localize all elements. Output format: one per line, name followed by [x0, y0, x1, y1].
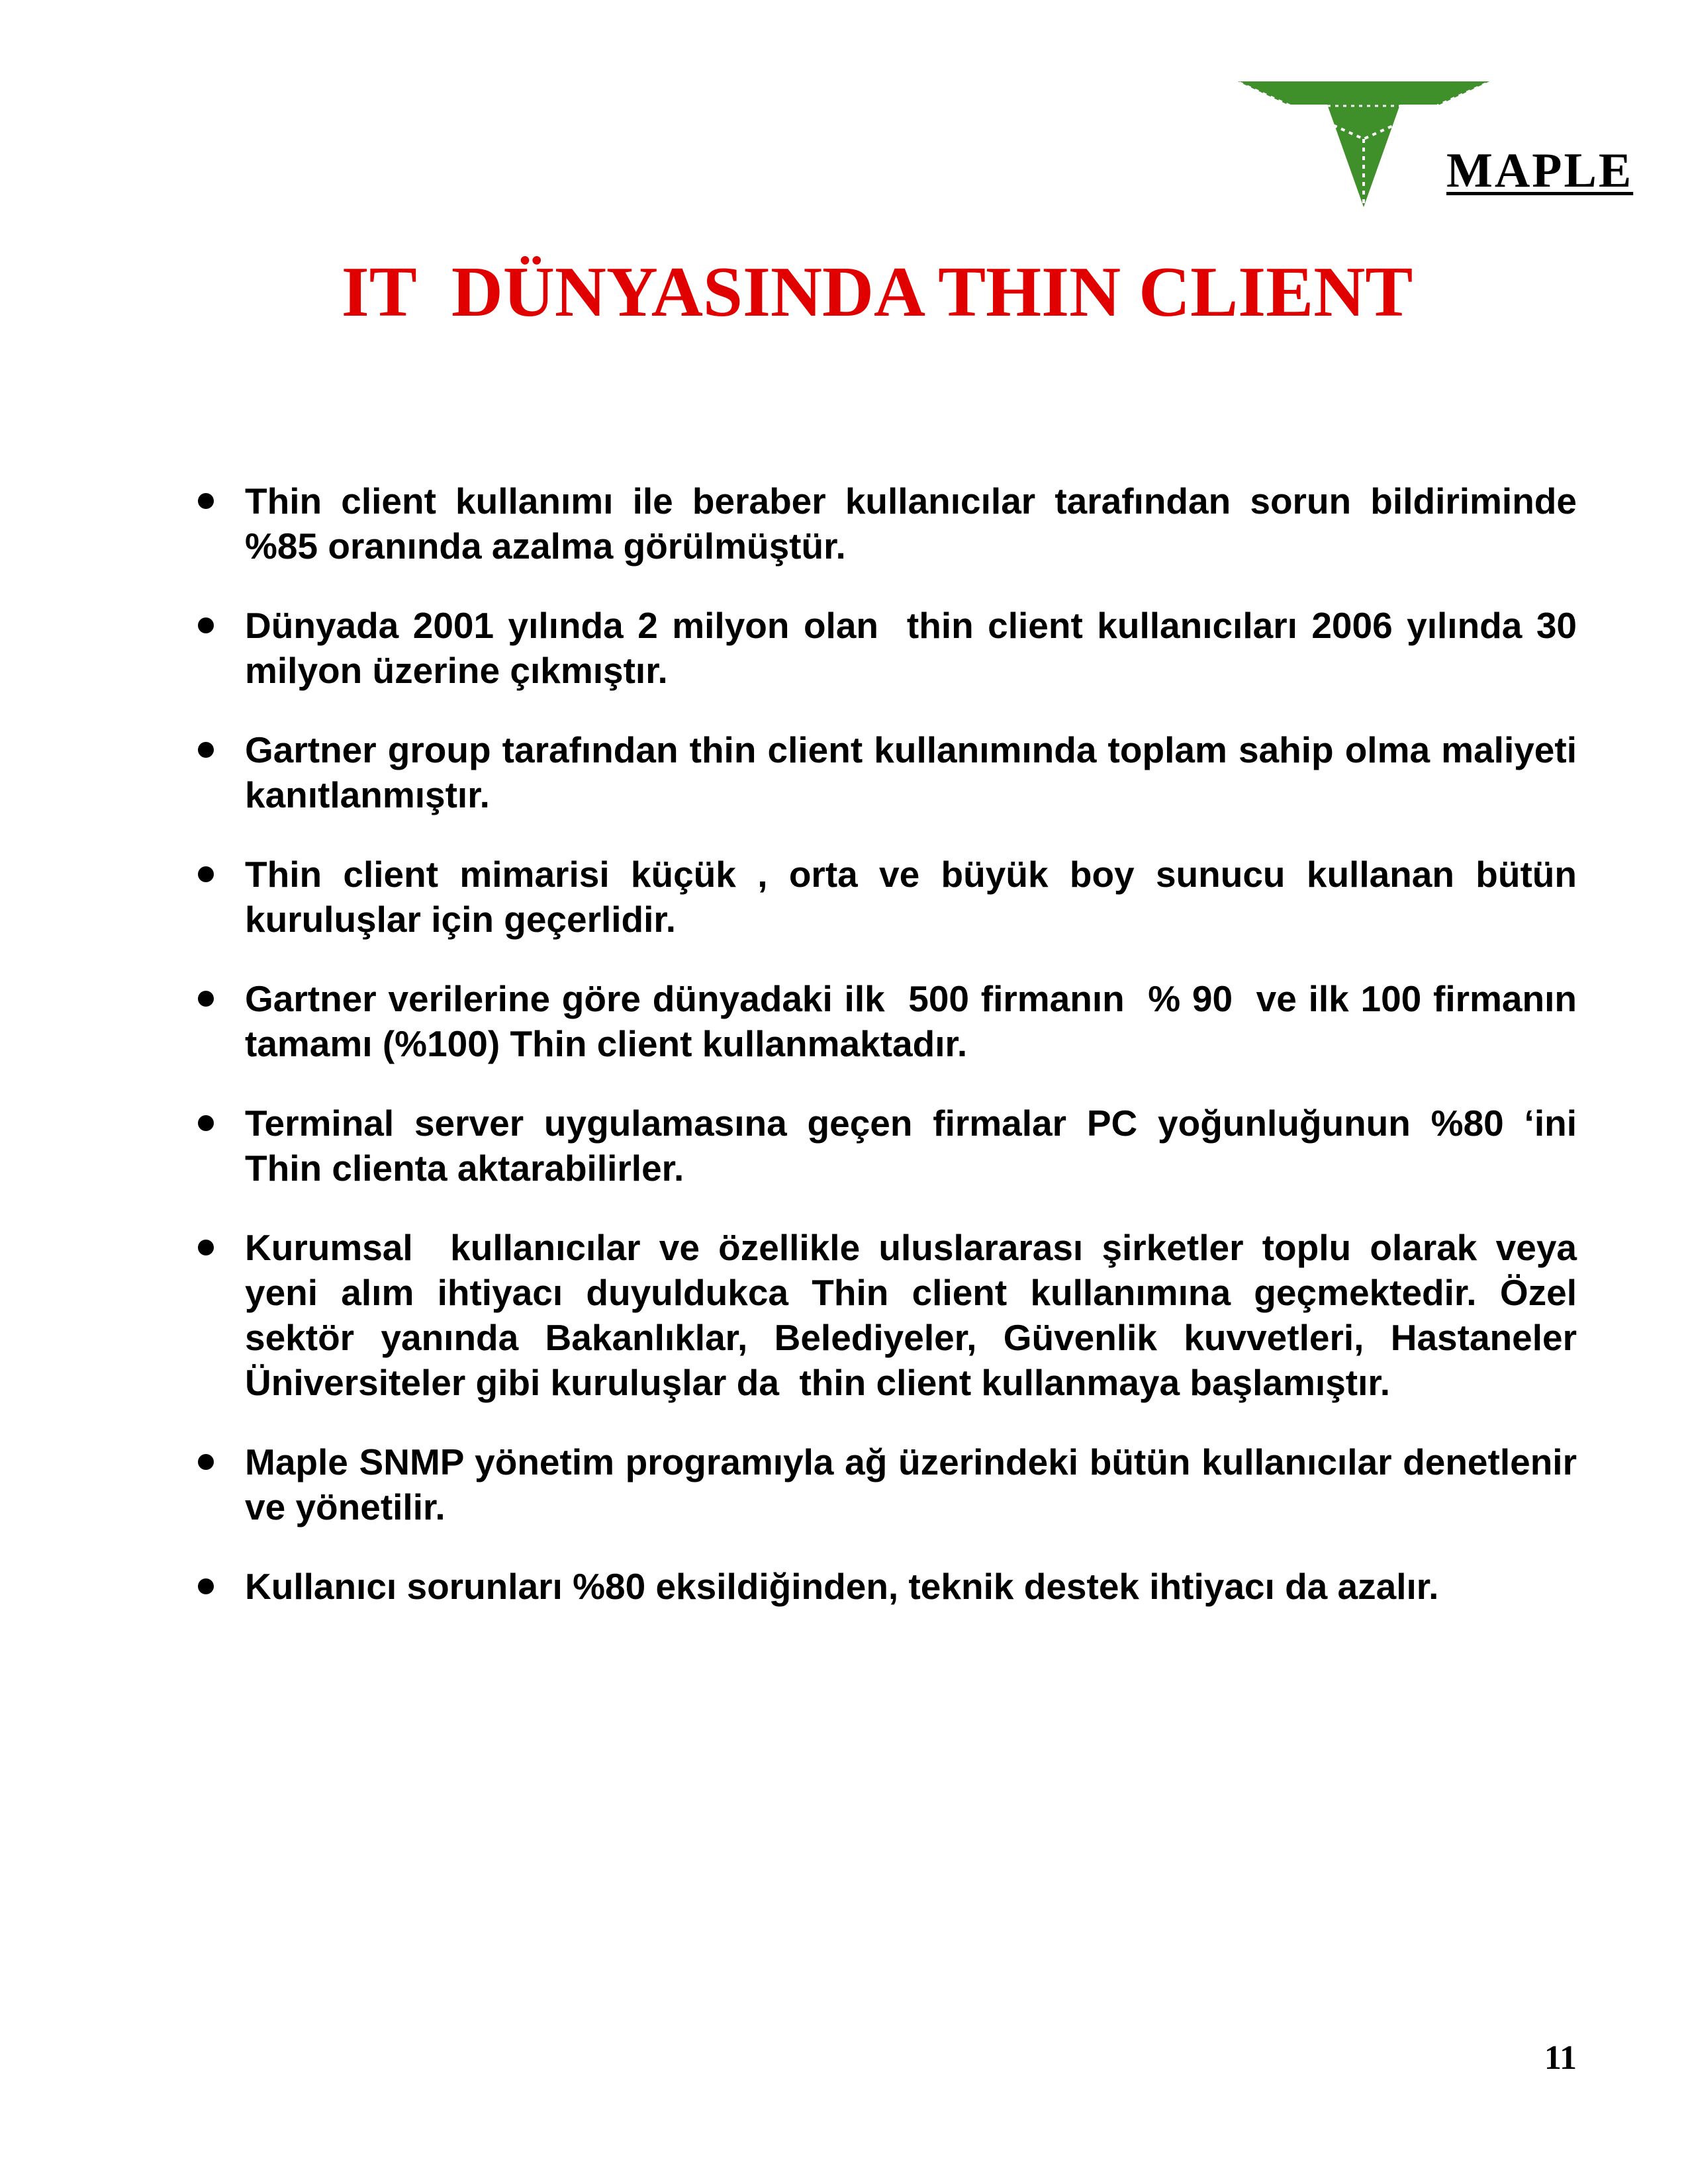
- bullet-icon: [198, 991, 214, 1007]
- list-item: [245, 478, 1587, 569]
- bullet-icon: [198, 1578, 214, 1594]
- list-item-text: Maple SNMP yönetim programıyla ağ üzerindeki bütün kullanıcılar denetlenir ve yönetilir.: [245, 1441, 1587, 1527]
- page-number: 11: [1544, 2039, 1577, 2077]
- list-item-text: Thin client mimarisi küçük , orta ve büyük boy sunucu kullanan bütün kuruluşlar için geçerlidir.: [245, 854, 1587, 940]
- page-title: IT DÜNYASINDA THIN CLIENT: [341, 253, 1413, 332]
- bullet-icon: [198, 1240, 214, 1255]
- list-item: [245, 852, 1587, 942]
- bullet-icon: [198, 617, 214, 633]
- list-item: [245, 1101, 1587, 1191]
- bullet-icon: [198, 1454, 214, 1470]
- bullet-icon: [198, 742, 214, 758]
- list-item-text: Gartner verilerine göre dünyadaki ilk 500 firmanın % 90 ve ilk 100 firmanın tamamı (%100) Thin client kullanmaktadır.: [245, 978, 1597, 1064]
- bullet-list: [245, 478, 1597, 1643]
- bullet-icon: [198, 493, 214, 509]
- list-item-text: Kurumsal kullanıcılar ve özellikle uluslararası şirketler toplu olarak veya yeni alım ihtiyacı duyuldukca Thin client kullanımına geçmektedir. Özel sektör yanında Bakanlıklar, Belediyeler, Güvenlik kuvvetleri, Hastaneler Üniversiteler gibi kuruluşlar da thin client kullanmaya başlamıştır.: [245, 1227, 1587, 1403]
- list-item-text: Dünyada 2001 yılında 2 milyon olan thin client kullanıcıları 2006 yılında 30 milyon üzerine çıkmıştır.: [245, 605, 1587, 691]
- list-item: [245, 1564, 1577, 1609]
- list-item-text: Kullanıcı sorunları %80 eksildiğinden, teknik destek ihtiyacı da azalır.: [245, 1566, 1439, 1607]
- list-item: [245, 976, 1597, 1066]
- list-item: [245, 1439, 1587, 1529]
- list-item-text: Gartner group tarafından thin client kullanımında toplam sahip olma maliyeti kanıtlanmıştır.: [245, 729, 1597, 815]
- logo-wordmark: MAPLE: [1446, 144, 1634, 198]
- bullet-icon: [198, 866, 214, 882]
- list-item: [245, 603, 1587, 693]
- list-item: [245, 727, 1597, 817]
- bullet-icon: [198, 1115, 214, 1131]
- maple-logo: [1231, 78, 1634, 217]
- list-item-text: Thin client kullanımı ile beraber kullanıcılar tarafından sorun bildiriminde %85 oranında azalma görülmüştür.: [245, 480, 1587, 567]
- list-item-text: Terminal server uygulamasına geçen firmalar PC yoğunluğunun %80 ‘ini Thin clienta aktarabilirler.: [245, 1103, 1587, 1189]
- list-item: [245, 1225, 1587, 1405]
